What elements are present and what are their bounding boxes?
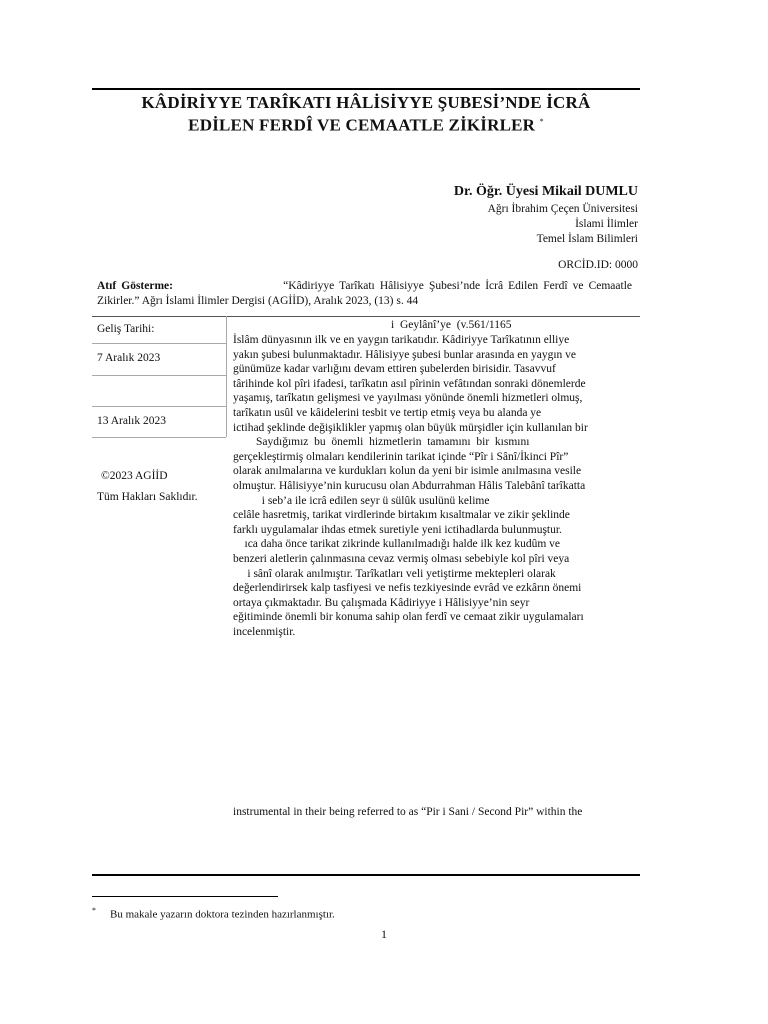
abstract-line: farklı uygulamalar ihdas etmek suretiyle yeni ictihadlarda bulunmuştur. (233, 523, 562, 536)
rights: Tüm Hakları Saklıdır. (97, 491, 198, 503)
citation-block (97, 279, 632, 309)
sidebar-rule (92, 375, 226, 376)
affiliation-faculty: İslami İlimler (575, 218, 638, 230)
abstract-header-fragment: i Geylânî’ye (v.561/1165 (391, 319, 512, 331)
affiliation-university: Ağrı İbrahim Çeçen Üniversitesi (487, 203, 638, 215)
abstract-line: ictihad şeklinde değişiklikler yapmış olan büyük mürşidler için kullanılan bir (233, 421, 588, 434)
bottom-rule (92, 874, 640, 876)
footnote-separator (92, 896, 278, 897)
abstract-line: günümüze kadar varlığını devam ettiren şubelerden birisidir. Tasavvuf (233, 363, 556, 376)
received-date: 7 Aralık 2023 (97, 352, 161, 364)
abstract-line: incelenmiştir. (233, 625, 296, 638)
title-line-2 (92, 112, 640, 135)
abstract-line: değerlendirirsek kalp tasfiyesi ve nefis tezkiyesinde evrâd ve ezkârın önemi (233, 582, 582, 595)
abstract-line: celâle hasretmiş, tarikat virdlerinde birtakım kısaltmalar ve zikir şeklinde (233, 509, 570, 522)
abstract-line: ortaya çıkmaktadır. Bu çalışmada Kâdiriyye i Hâlisiyye’nin seyr (233, 596, 530, 609)
affiliation-department: Temel İslam Bilimleri (536, 233, 638, 245)
abstract-line: eğitiminde önemli bir konuma sahip olan ferdî ve cemaat zikir uygulamaları (233, 611, 584, 624)
copyright: ©2023 AGİİD (101, 470, 168, 482)
article-title (92, 93, 640, 135)
top-rule (92, 88, 640, 90)
abstract-line: i sânî olarak anılmıştır. Tarîkatları veli yetiştirme mektepleri olarak (233, 567, 556, 580)
citation-rule (92, 316, 640, 317)
abstract-line: i seb’a ile icrâ edilen seyr ü sülûk usulünü kelime (233, 494, 490, 507)
footnote-mark: * (92, 906, 96, 915)
abstract-line: ıca daha önce tarikat zikrinde kullanılmadığı halde ilk kez kudûm ve (233, 538, 560, 551)
abstract-line: gerçekleştirmiş olmaları kendilerinin tarikat içinde “Pîr i Sânî/İkinci Pîr” (233, 450, 569, 463)
author-name: Dr. Öğr. Üyesi Mikail DUMLU (453, 184, 638, 199)
orcid-id: ORCİD.ID: 0000 (558, 259, 638, 271)
page-number: 1 (381, 927, 387, 941)
accepted-date: 13 Aralık 2023 (97, 415, 166, 427)
sidebar-rule (92, 406, 226, 407)
title-line-1: KÂDİRİYYE TARÎKATI HÂLİSİYYE ŞUBESİ’NDE İCRÂ (141, 93, 591, 112)
abstract-line: yaşamış, tarîkatın gelişmesi ve yayılması yönünde önemli hizmetleri olmuş, (233, 392, 583, 405)
sidebar-rule (92, 343, 226, 344)
footnote-text: Bu makale yazarın doktora tezinden hazırlanmıştır. (110, 908, 335, 921)
abstract-line: Saydığımız bu önemli hizmetlerin tamamını bir kısmını (233, 436, 530, 449)
author-affiliation (488, 202, 638, 247)
abstract-line: yakın şubesi bulunmaktadır. Hâlisiyye şubesi bunlar arasında en yaygın ve (233, 348, 577, 361)
citation-text: “Kâdiriyye Tarîkatı Hâlisiyye Şubesi’nde İcrâ Edilen Ferdî ve Cemaatle Zikirler.” Ağrı İslami İlimler Dergisi (AGİİD), Aralık 2023, (13) s. 44 (97, 280, 633, 307)
abstract-body (233, 333, 631, 639)
english-abstract-line: instrumental in their being referred to as “Pir i Sani / Second Pir” within the (233, 806, 583, 818)
abstract-line: benzeri aletlerin çalınmasına cevaz vermiş olması sebebiyle kol pîri veya (233, 552, 570, 565)
abstract-line: tarîkatın usûl ve kâidelerini tesbit ve tertip etmiş veya bu alanda ye (233, 406, 542, 419)
abstract-line: İslâm dünyasının ilk ve en yaygın tarikatıdır. Kâdiriyye Tarîkatının elliye (233, 334, 570, 346)
title-footnote-mark: * (539, 117, 544, 126)
abstract-line: târihinde kol pîri ifadesi, tarîkatın asıl pîrinin vefâtından sonraki dönemlerde (233, 377, 586, 390)
sidebar-rule (92, 437, 226, 438)
abstract-line: olarak anılmalarına ve kurdukları kolun da yeni bir isimle anılmasına vesile (233, 465, 582, 478)
footnote (92, 906, 335, 921)
abstract-line: olmuştur. Hâlisiyye’nin kurucusu olan Abdurrahman Hâlis Talebânî tarîkatta (233, 479, 586, 492)
title-line-2-text: EDİLEN FERDÎ VE CEMAATLE ZİKİRLER (188, 115, 536, 135)
received-label: Geliş Tarihi: (97, 323, 155, 335)
citation-label: Atıf Gösterme: (97, 280, 173, 292)
